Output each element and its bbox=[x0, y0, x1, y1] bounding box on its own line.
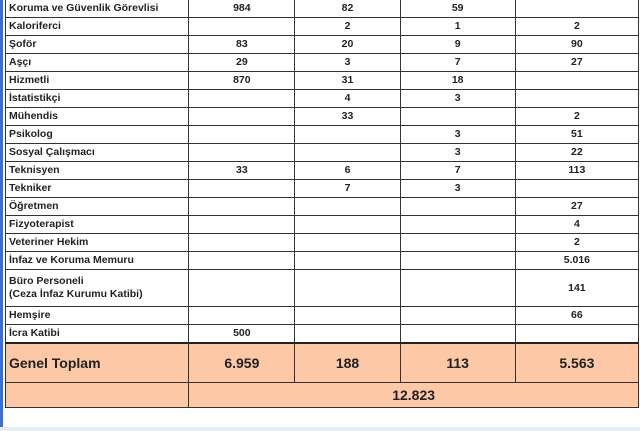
value-cell: 3 bbox=[295, 54, 400, 72]
row-label bbox=[6, 216, 189, 234]
value-cell: 18 bbox=[400, 72, 515, 90]
value-cell bbox=[189, 90, 295, 108]
row-label bbox=[6, 180, 189, 198]
table-row bbox=[6, 216, 639, 234]
value-cell: 500 bbox=[189, 325, 295, 344]
table-row bbox=[6, 0, 639, 18]
row-label-text: Büro Personeli bbox=[9, 275, 84, 287]
row-label-text: Veteriner Hekim bbox=[9, 236, 89, 248]
row-label bbox=[6, 0, 189, 18]
value-cell bbox=[400, 270, 515, 307]
value-cell: 984 bbox=[189, 0, 295, 18]
value-cell bbox=[400, 234, 515, 252]
table-row bbox=[6, 325, 639, 344]
row-label-text: Teknisyen bbox=[9, 164, 60, 176]
value-cell: 4 bbox=[515, 216, 638, 234]
row-label-text: İcra Katibi bbox=[9, 327, 60, 339]
row-label bbox=[6, 325, 189, 344]
value-cell: 33 bbox=[295, 108, 400, 126]
row-label-text: Hemşire bbox=[9, 309, 51, 321]
row-label bbox=[6, 162, 189, 180]
value-cell bbox=[400, 216, 515, 234]
total-cell: 113 bbox=[400, 343, 515, 383]
row-label bbox=[6, 144, 189, 162]
value-cell bbox=[400, 307, 515, 325]
total-cell: 188 bbox=[295, 343, 400, 383]
value-cell bbox=[295, 126, 400, 144]
row-label-text: Sosyal Çalışmacı bbox=[9, 146, 95, 158]
value-cell: 141 bbox=[515, 270, 638, 307]
row-label bbox=[6, 198, 189, 216]
row-label-text: Mühendis bbox=[9, 110, 58, 122]
value-cell bbox=[400, 252, 515, 270]
row-label bbox=[6, 18, 189, 36]
total-cell: 6.959 bbox=[189, 343, 295, 383]
table-row bbox=[6, 126, 639, 144]
value-cell: 6 bbox=[295, 162, 400, 180]
value-cell bbox=[515, 180, 638, 198]
row-label-text: Tekniker bbox=[9, 182, 52, 194]
value-cell: 2 bbox=[295, 18, 400, 36]
value-cell bbox=[295, 234, 400, 252]
value-cell bbox=[295, 252, 400, 270]
value-cell: 4 bbox=[295, 90, 400, 108]
row-label-text: Fizyoterapist bbox=[9, 218, 74, 230]
row-label-text: Koruma ve Güvenlik Görevlisi bbox=[9, 2, 159, 14]
row-label-text: Psikolog bbox=[9, 128, 53, 140]
grand-total-value: 12.823 bbox=[189, 383, 639, 408]
value-cell bbox=[400, 108, 515, 126]
table-row bbox=[6, 72, 639, 90]
row-label bbox=[6, 234, 189, 252]
value-cell bbox=[189, 252, 295, 270]
value-cell: 51 bbox=[515, 126, 638, 144]
table-row bbox=[6, 36, 639, 54]
value-cell bbox=[189, 307, 295, 325]
value-cell: 22 bbox=[515, 144, 638, 162]
value-cell: 5.016 bbox=[515, 252, 638, 270]
row-label-text: İstatistikçi bbox=[9, 92, 61, 104]
row-label bbox=[6, 72, 189, 90]
row-label bbox=[6, 54, 189, 72]
table-row bbox=[6, 54, 639, 72]
value-cell: 27 bbox=[515, 198, 638, 216]
total-row bbox=[6, 343, 639, 383]
row-label bbox=[6, 270, 189, 307]
value-cell bbox=[189, 180, 295, 198]
value-cell bbox=[295, 325, 400, 344]
value-cell bbox=[515, 0, 638, 18]
row-label-text: Şoför bbox=[9, 38, 37, 50]
value-cell bbox=[515, 325, 638, 344]
value-cell: 2 bbox=[515, 234, 638, 252]
row-label bbox=[6, 90, 189, 108]
value-cell: 66 bbox=[515, 307, 638, 325]
row-label bbox=[6, 36, 189, 54]
value-cell bbox=[515, 72, 638, 90]
staff-table bbox=[5, 0, 639, 408]
table-row bbox=[6, 18, 639, 36]
value-cell bbox=[295, 270, 400, 307]
value-cell: 59 bbox=[400, 0, 515, 18]
table-row bbox=[6, 108, 639, 126]
value-cell: 113 bbox=[515, 162, 638, 180]
value-cell: 2 bbox=[515, 108, 638, 126]
row-label bbox=[6, 126, 189, 144]
table-row bbox=[6, 162, 639, 180]
table-row bbox=[6, 234, 639, 252]
value-cell bbox=[515, 90, 638, 108]
total-label: Genel Toplam bbox=[6, 343, 189, 383]
value-cell: 20 bbox=[295, 36, 400, 54]
value-cell: 1 bbox=[400, 18, 515, 36]
value-cell bbox=[295, 216, 400, 234]
total-cell: 5.563 bbox=[515, 343, 638, 383]
value-cell bbox=[295, 198, 400, 216]
value-cell bbox=[400, 198, 515, 216]
value-cell: 83 bbox=[189, 36, 295, 54]
value-cell: 2 bbox=[515, 18, 638, 36]
value-cell: 9 bbox=[400, 36, 515, 54]
row-label-text: İnfaz ve Koruma Memuru bbox=[9, 254, 134, 266]
value-cell: 29 bbox=[189, 54, 295, 72]
value-cell: 3 bbox=[400, 90, 515, 108]
value-cell: 7 bbox=[400, 162, 515, 180]
value-cell bbox=[295, 307, 400, 325]
row-label bbox=[6, 108, 189, 126]
table-row bbox=[6, 198, 639, 216]
value-cell bbox=[189, 18, 295, 36]
value-cell: 82 bbox=[295, 0, 400, 18]
value-cell bbox=[189, 270, 295, 307]
value-cell bbox=[400, 325, 515, 344]
value-cell: 7 bbox=[295, 180, 400, 198]
row-label-text: Öğretmen bbox=[9, 200, 59, 212]
value-cell bbox=[295, 144, 400, 162]
value-cell: 31 bbox=[295, 72, 400, 90]
value-cell bbox=[189, 144, 295, 162]
value-cell: 3 bbox=[400, 180, 515, 198]
table-row bbox=[6, 90, 639, 108]
row-label bbox=[6, 252, 189, 270]
value-cell bbox=[189, 216, 295, 234]
value-cell bbox=[189, 234, 295, 252]
value-cell: 3 bbox=[400, 126, 515, 144]
value-cell: 33 bbox=[189, 162, 295, 180]
row-label-text: Hizmetli bbox=[9, 74, 50, 86]
value-cell: 90 bbox=[515, 36, 638, 54]
value-cell: 7 bbox=[400, 54, 515, 72]
value-cell: 870 bbox=[189, 72, 295, 90]
row-label bbox=[6, 307, 189, 325]
table-row bbox=[6, 252, 639, 270]
table-row bbox=[6, 307, 639, 325]
table-row bbox=[6, 180, 639, 198]
grand-total-row bbox=[6, 383, 639, 408]
row-label-text: Aşçı bbox=[9, 56, 32, 68]
row-label-text: Kaloriferci bbox=[9, 20, 61, 32]
value-cell: 3 bbox=[400, 144, 515, 162]
table-row bbox=[6, 270, 639, 307]
value-cell bbox=[189, 108, 295, 126]
value-cell bbox=[189, 198, 295, 216]
value-cell bbox=[189, 126, 295, 144]
row-label-subtext: (Ceza İnfaz Kurumu Katibi) bbox=[9, 288, 143, 300]
table-row bbox=[6, 144, 639, 162]
value-cell: 27 bbox=[515, 54, 638, 72]
grand-total-label-cell bbox=[6, 383, 189, 408]
